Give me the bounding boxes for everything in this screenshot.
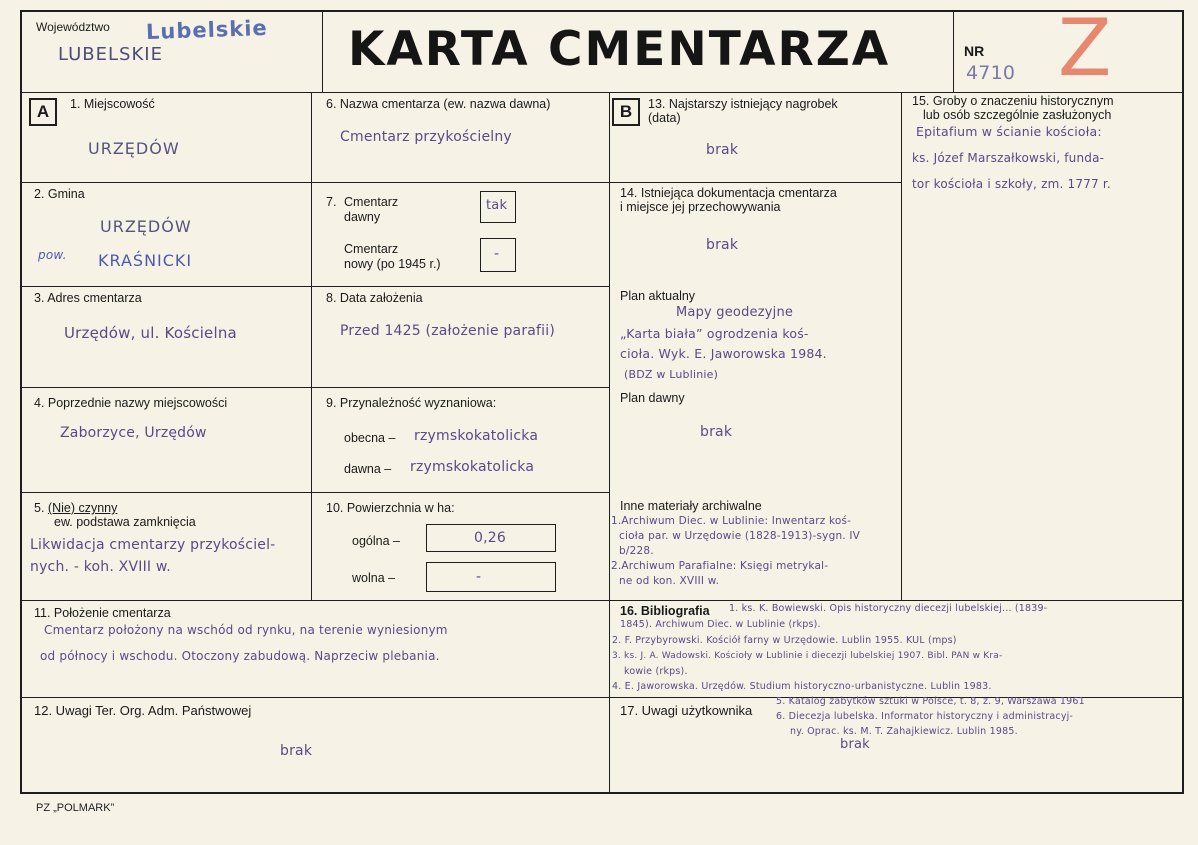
f5-sublabel: ew. podstawa zamknięcia [54,515,196,529]
f10-ogolna-label: ogólna – [352,534,400,548]
inne-line4: 2.Archiwum Parafialne: Księgi metrykal- [611,560,829,572]
inne-line1: 1.Archiwum Diec. w Lublinie: Inwentarz koś- [611,515,852,527]
f9-dawna-value: rzymskokatolicka [410,459,535,475]
f14-label-1: 14. Istniejąca dokumentacja cmentarza [620,186,837,200]
f4-label: 4. Poprzednie nazwy miejscowości [34,396,228,410]
f5-label-number: 5. [34,501,45,515]
f3-label: 3. Adres cmentarza [34,291,142,305]
f16-label: 16. Bibliografia [620,604,710,618]
f15-label-1: 15. Groby o znaczeniu historycznym [912,94,1114,108]
plan-aktualny-line1: Mapy geodezyjne [676,305,794,320]
f6-value: Cmentarz przykościelny [340,129,512,145]
wojewodztwo-stamp: Lubelskie [145,15,269,45]
f5-label [34,501,117,516]
f10-label: 10. Powierzchnia w ha: [326,501,455,515]
f15-line3: tor kościoła i szkoły, zm. 1777 r. [912,177,1111,191]
printer-mark: PZ „POLMARK” [36,802,115,814]
f3-value: Urzędów, ul. Kościelna [64,324,237,342]
f17-line3: ny. Oprac. ks. M. T. Zahajkiewicz. Lublin 1985. [790,726,1018,737]
f1-label: 1. Miejscowość [70,97,155,111]
plan-aktualny-line3: cioła. Wyk. E. Jaworowska 1984. [620,346,827,361]
f10-wolna-box [426,562,556,592]
plan-aktualny-line4: (BDZ w Lublinie) [624,368,719,381]
f11-label: 11. Położenie cmentarza [34,606,171,620]
f8-value: Przed 1425 (założenie parafii) [340,323,556,339]
f16-line2: 1845). Archiwum Diec. w Lublinie (rkps). [620,619,821,630]
f11-line2: od północy i wschodu. Otoczony zabudową. Naprzeciw plebania. [40,649,440,663]
f2-label: 2. Gmina [34,187,85,201]
f16-line6: 4. E. Jaworowska. Urzędów. Studium historyczno-urbanistyczne. Lublin 1983. [612,681,992,692]
f15-line2: ks. Józef Marszałkowski, funda- [912,151,1105,165]
f17-line2: 6. Diecezja lubelska. Informator historyczny i administracyj- [776,711,1074,722]
f7-dawny-value: tak [486,198,508,213]
f14-label-2: i miejsce jej przechowywania [620,200,781,214]
plan-aktualny-label: Plan aktualny [620,289,696,303]
f7-dawny-label-2: dawny [344,210,381,224]
f2-pow-value: KRAŚNICKI [98,251,193,270]
f9-obecna-value: rzymskokatolicka [414,428,539,444]
f5-value-line2: nych. - koh. XVIII w. [30,559,171,575]
nr-value: 4710 [966,62,1016,84]
category-mark: Z [1058,4,1112,94]
f13-label-1: 13. Najstarszy istniejący nagrobek [648,97,838,111]
f7-nowy-label-1: Cmentarz [344,242,399,256]
f9-obecna-label: obecna – [344,431,396,445]
f9-label: 9. Przynależność wyznaniowa: [326,396,497,410]
f6-label: 6. Nazwa cmentarza (ew. nazwa dawna) [326,97,551,111]
inne-label: Inne materiały archiwalne [620,499,762,513]
f7-label: 7. [326,195,337,209]
section-b-marker: B [612,98,640,126]
inne-line5: ne od kon. XVIII w. [619,575,720,587]
card-title: KARTA CMENTARZA [348,22,891,77]
f2-value: URZĘDÓW [100,217,192,236]
plan-dawny-label: Plan dawny [620,391,685,405]
f15-label-2: lub osób szczególnie zasłużonych [923,108,1112,122]
f12-label: 12. Uwagi Ter. Org. Adm. Państwowej [34,703,252,718]
f13-value: brak [706,142,739,158]
f9-dawna-label: dawna – [344,462,392,476]
section-a-marker: A [29,98,57,126]
f7-nowy-label-2: nowy (po 1945 r.) [344,257,441,271]
wojewodztwo-value: LUBELSKIE [58,44,163,65]
plan-aktualny-line2: „Karta biała” ogrodzenia koś- [620,326,809,341]
f7-dawny-label-1: Cmentarz [344,195,399,209]
f12-value: brak [280,743,313,759]
nr-label: NR [964,43,985,59]
wojewodztwo-label: Województwo [36,20,110,34]
f13-label-2: (data) [648,111,681,125]
f17-value: brak [840,737,870,752]
f17-label: 17. Uwagi użytkownika [620,703,753,718]
f10-wolna-label: wolna – [352,571,396,585]
f15-line1: Epitafium w ścianie kościoła: [916,124,1102,139]
f1-value: URZĘDÓW [88,139,180,158]
f10-ogolna-value: 0,26 [474,530,506,546]
f14-value: brak [706,237,739,253]
f16-line1: 1. ks. K. Bowiewski. Opis historyczny diecezji lubelskiej... (1839- [729,603,1048,614]
f2-pow-label: pow. [38,248,67,262]
f7-nowy-value: - [494,246,500,262]
f5-value-line1: Likwidacja cmentarzy przykościel- [30,537,276,553]
f10-wolna-value: - [476,569,482,585]
f4-value: Zaborzyce, Urzędów [60,425,207,441]
inne-line2: cioła par. w Urzędowie (1828-1913)-sygn. IV [619,530,861,542]
f11-line1: Cmentarz położony na wschód od rynku, na terenie wyniesionym [44,623,448,637]
f16-line3: 2. F. Przybyrowski. Kościół farny w Urzędowie. Lublin 1955. KUL (mps) [612,635,957,646]
f16-line4: 3. ks. J. A. Wadowski. Kościoły w Lublinie i diecezji lubelskiej 1907. Bibl. PAN w Kra- [612,651,1003,661]
f8-label: 8. Data założenia [326,291,423,305]
f5-label-underlined: (Nie) czynny [47,501,118,515]
f17-line1: 5. Katalog zabytków sztuki w Polsce, t. 8, z. 9, Warszawa 1961 [776,696,1085,707]
inne-line3: b/228. [619,545,654,557]
f16-line5: kowie (rkps). [624,666,688,677]
plan-dawny-value: brak [700,424,733,440]
